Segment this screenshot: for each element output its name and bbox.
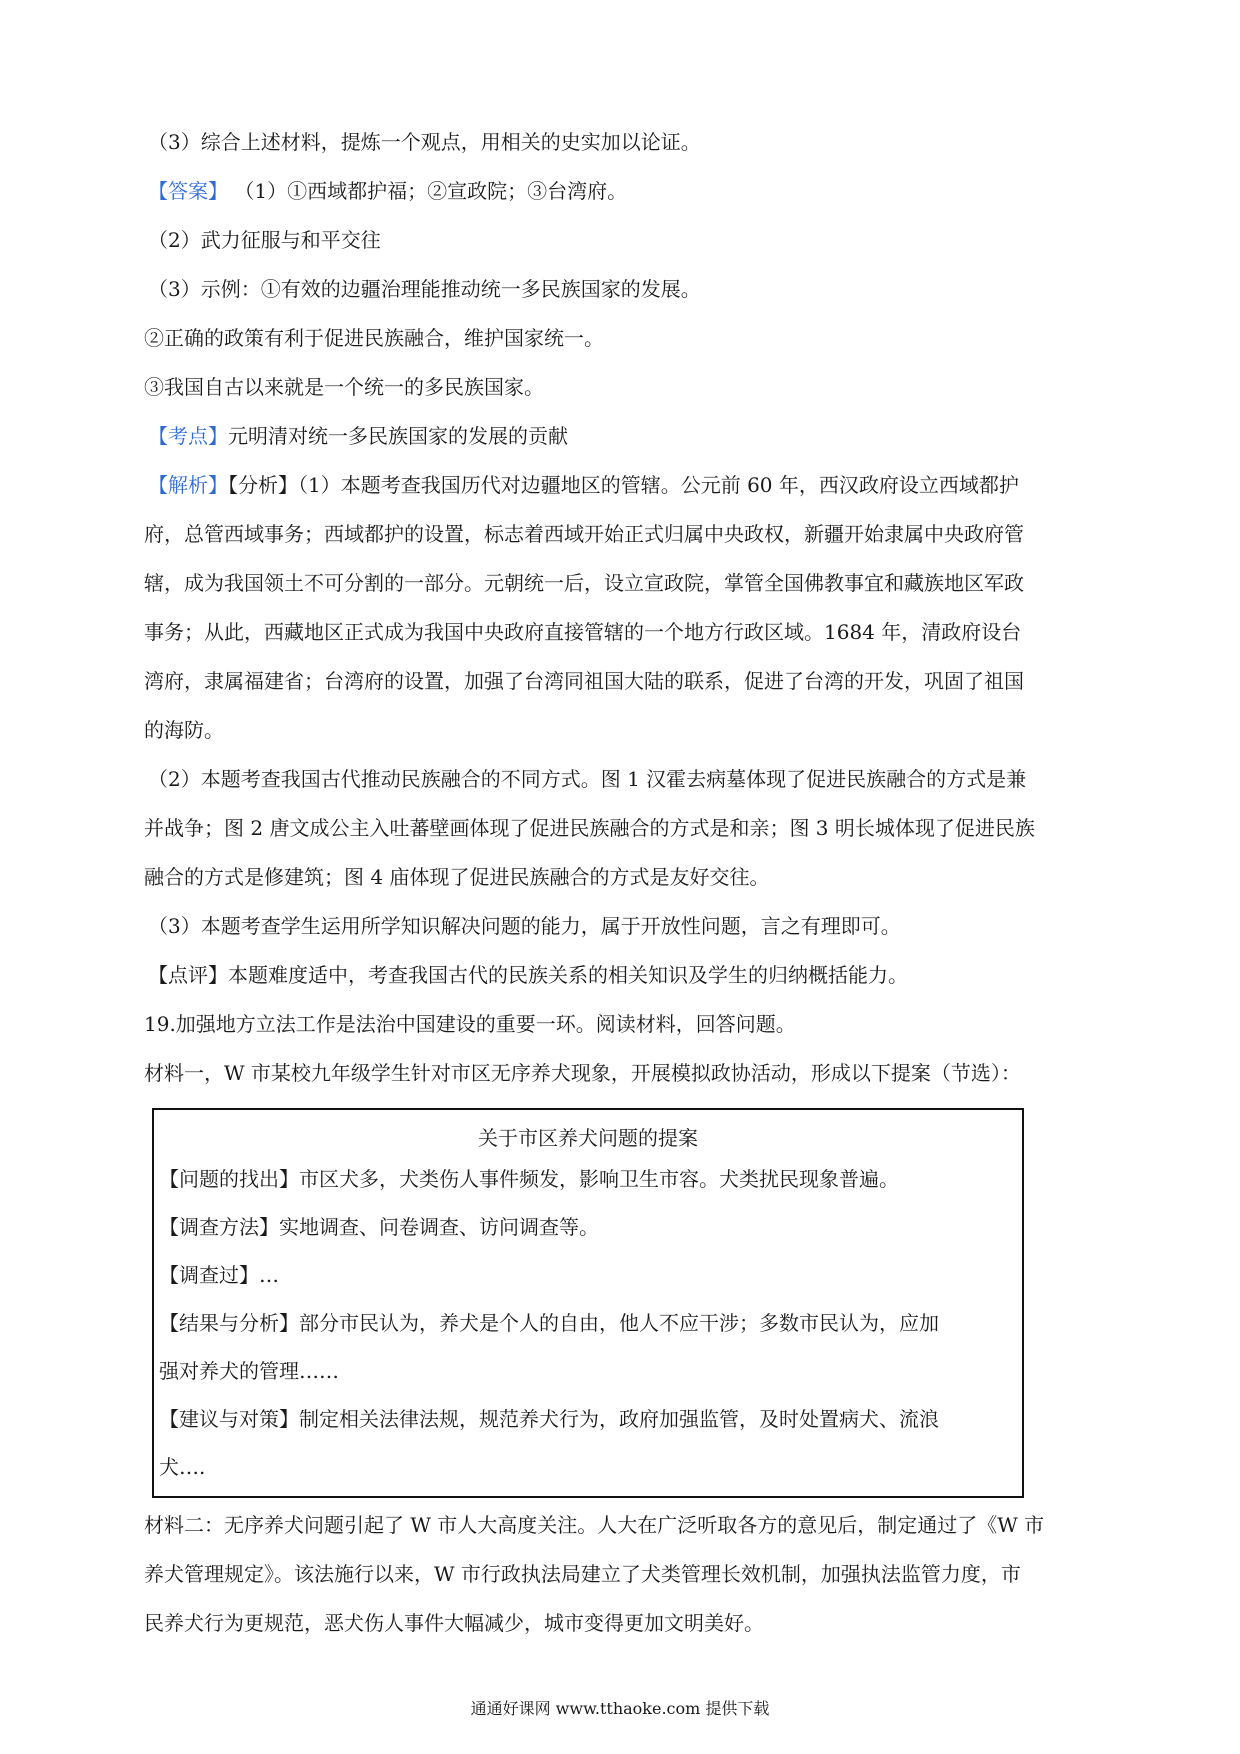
jiexi-line-5: 湾府，隶属福建省；台湾府的设置，加强了台湾同祖国大陆的联系，促进了台湾的开发，巩固了祖国 <box>144 669 1024 693</box>
dianping-line: 【点评】本题难度适中，考查我国古代的民族关系的相关知识及学生的归纳概括能力。 <box>148 963 908 987</box>
page-footer: 通通好课网 www.tthaoke.com 提供下载 <box>470 1699 770 1718</box>
question-3: （3）综合上述材料，提炼一个观点，用相关的史实加以论证。 <box>148 130 701 154</box>
proposal-line-1: 【问题的找出】市区犬多，犬类伤人事件频发，影响卫生市容。犬类扰民现象普遍。 <box>159 1167 899 1191</box>
kaodian-text: 元明清对统一多民族国家的发展的贡献 <box>228 424 568 448</box>
kaodian-tag: 【考点】 <box>148 424 228 448</box>
part2-line-3: 融合的方式是修建筑；图 4 庙体现了促进民族融合的方式是友好交往。 <box>144 865 770 889</box>
jiexi-line-6: 的海防。 <box>144 718 224 742</box>
proposal-line-4: 【结果与分析】部分市民认为，养犬是个人的自由，他人不应干涉；多数市民认为，应加 <box>159 1311 939 1335</box>
material-1-intro: 材料一，W 市某校九年级学生针对市区无序养犬现象，开展模拟政协活动，形成以下提案（节选）： <box>144 1061 1021 1085</box>
jiexi-line-4: 事务；从此，西藏地区正式成为我国中央政府直接管辖的一个地方行政区域。1684 年，清政府设台 <box>144 620 1022 644</box>
material-2-line-1: 材料二：无序养犬问题引起了 W 市人大高度关注。人大在广泛听取各方的意见后，制定通过了《W 市 <box>144 1513 1045 1537</box>
answer-line-5: ③我国自古以来就是一个统一的多民族国家。 <box>144 375 544 399</box>
jiexi-text-1: 【分析】（1）本题考查我国历代对边疆地区的管辖。公元前 60 年，西汉政府设立西域都护 <box>228 473 1019 497</box>
jiexi-tag: 【解析】 <box>148 473 228 497</box>
jiexi-line-2: 府，总管西域事务；西域都护的设置，标志着西域开始正式归属中央政权，新疆开始隶属中央政府管 <box>144 522 1024 546</box>
part2-line-1: （2）本题考查我国古代推动民族融合的不同方式。图 1 汉霍去病墓体现了促进民族融合的方式是兼 <box>148 767 1027 791</box>
material-2-line-2: 养犬管理规定》。该法施行以来，W 市行政执法局建立了犬类管理长效机制，加强执法监管力度，市 <box>144 1562 1021 1586</box>
proposal-box <box>152 1108 1024 1498</box>
jiexi-line-3: 辖，成为我国领土不可分割的一部分。元朝统一后，设立宣政院，掌管全国佛教事宜和藏族地区军政 <box>144 571 1024 595</box>
proposal-line-3: 【调查过】… <box>159 1263 279 1287</box>
answer-line-1 <box>148 179 627 203</box>
answer-line-2: （2）武力征服与和平交往 <box>148 228 381 252</box>
jiexi-line-1 <box>148 473 1019 497</box>
kaodian-line <box>148 424 568 448</box>
answer-text-1: （1）①西域都护福；②宣政院；③台湾府。 <box>234 179 628 203</box>
part3-line: （3）本题考查学生运用所学知识解决问题的能力，属于开放性问题，言之有理即可。 <box>148 914 901 938</box>
proposal-line-7: 犬…. <box>159 1455 206 1479</box>
part2-line-2: 并战争；图 2 唐文成公主入吐蕃壁画体现了促进民族融合的方式是和亲；图 3 明长城体现了促进民族 <box>144 816 1035 840</box>
material-2-line-3: 民养犬行为更规范，恶犬伤人事件大幅减少，城市变得更加文明美好。 <box>144 1611 764 1635</box>
answer-line-3: （3）示例：①有效的边疆治理能推动统一多民族国家的发展。 <box>148 277 701 301</box>
proposal-line-5: 强对养犬的管理…… <box>159 1359 339 1383</box>
proposal-line-2: 【调查方法】实地调查、问卷调查、访问调查等。 <box>159 1215 599 1239</box>
answer-line-4: ②正确的政策有利于促进民族融合，维护国家统一。 <box>144 326 604 350</box>
proposal-line-6: 【建议与对策】制定相关法律法规，规范养犬行为，政府加强监管，及时处置病犬、流浪 <box>159 1407 939 1431</box>
question-19: 19.加强地方立法工作是法治中国建设的重要一环。阅读材料，回答问题。 <box>144 1012 796 1036</box>
answer-tag: 【答案】 <box>148 179 228 203</box>
proposal-title: 关于市区养犬问题的提案 <box>478 1126 698 1150</box>
